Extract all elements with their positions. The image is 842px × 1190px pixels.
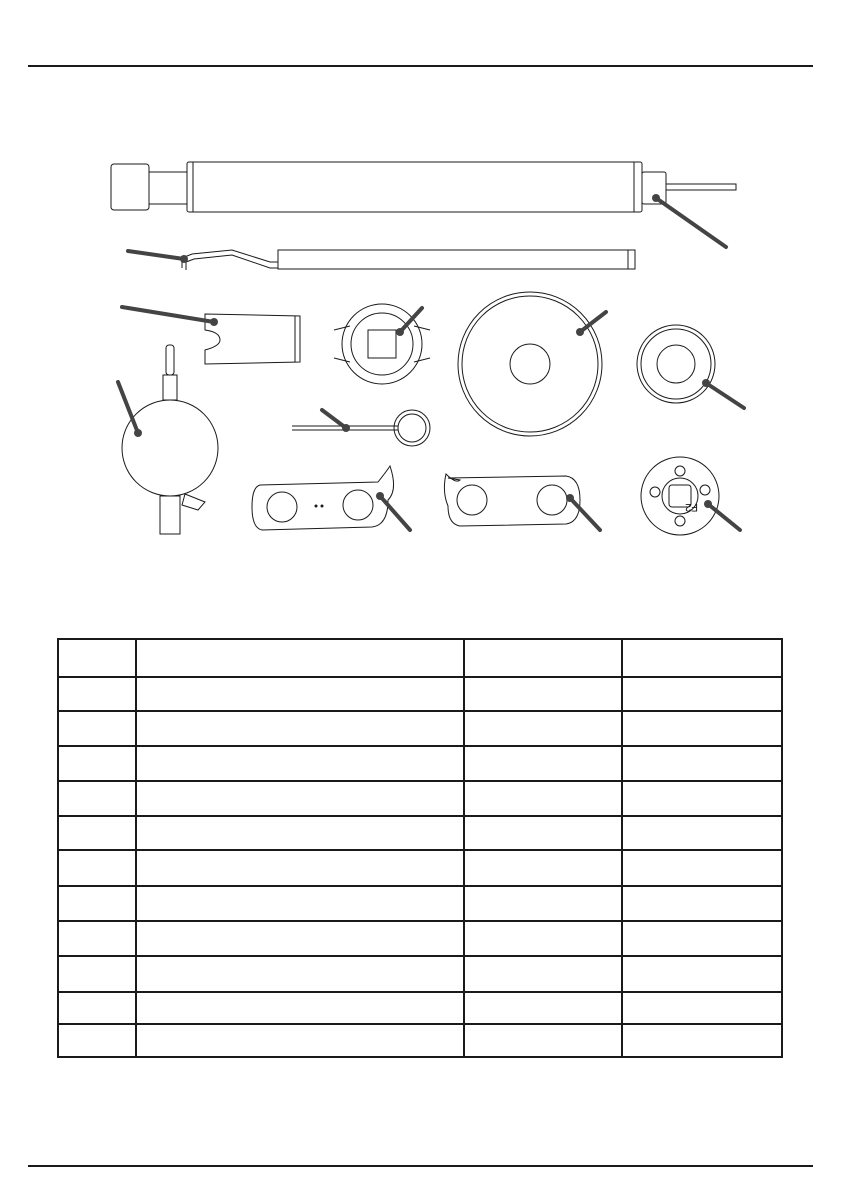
table-cell: [58, 816, 136, 850]
table-row: [58, 711, 782, 746]
table-cell: [622, 921, 782, 956]
table-cell: [136, 711, 464, 746]
table-row: [58, 850, 782, 886]
table-cell: [622, 639, 782, 677]
table-cell: [136, 850, 464, 886]
table-cell: [58, 992, 136, 1024]
footer-rule: [28, 1165, 813, 1167]
table-cell: [58, 781, 136, 816]
table-cell: [464, 746, 622, 781]
table-row: [58, 992, 782, 1024]
table-cell: [622, 746, 782, 781]
table-cell: [58, 711, 136, 746]
table-row: [58, 816, 782, 850]
table-cell: [622, 1024, 782, 1057]
small-ring: [637, 325, 715, 403]
table-cell: [464, 781, 622, 816]
table-cell: [136, 921, 464, 956]
table-cell: [464, 1024, 622, 1057]
table-cell: [136, 992, 464, 1024]
table-cell: [464, 639, 622, 677]
table-cell: [464, 886, 622, 921]
table-cell: [464, 921, 622, 956]
table-cell: [136, 677, 464, 711]
table-cell: [58, 746, 136, 781]
table-cell: [464, 992, 622, 1024]
table-cell: [622, 781, 782, 816]
table-cell: [136, 816, 464, 850]
table-cell: [58, 1024, 136, 1057]
slotted-plate-tool: [205, 314, 300, 364]
table-row: [58, 1024, 782, 1057]
table-cell: [464, 677, 622, 711]
flange-marking: F2: [685, 501, 698, 513]
table-cell: [464, 850, 622, 886]
ring-pin: [292, 410, 430, 446]
table-cell: [58, 921, 136, 956]
table-cell: [464, 956, 622, 992]
table-cell: [136, 639, 464, 677]
two-hole-plate-b: [444, 474, 580, 526]
table-cell: [58, 677, 136, 711]
table-cell: [464, 711, 622, 746]
large-disc: [458, 292, 602, 436]
table-cell: [622, 992, 782, 1024]
table-cell: [58, 639, 136, 677]
leader-dots: [134, 194, 712, 508]
parts-table: [57, 638, 783, 1058]
table-row: [58, 746, 782, 781]
table-row: [58, 956, 782, 992]
table-cell: [136, 956, 464, 992]
table-cell: [622, 886, 782, 921]
two-hole-plate-a: [252, 466, 394, 530]
table-cell: [58, 850, 136, 886]
table-row: [58, 886, 782, 921]
table-cell: [136, 781, 464, 816]
table-cell: [136, 1024, 464, 1057]
four-hole-flange: [641, 457, 719, 535]
table-cell: [58, 886, 136, 921]
table-cell: [136, 886, 464, 921]
table-row: [58, 781, 782, 816]
table-cell: [622, 677, 782, 711]
table-cell: [622, 850, 782, 886]
table-cell: [622, 711, 782, 746]
table-row: [58, 921, 782, 956]
t-handle-pin: [122, 345, 218, 534]
long-bar-tool: [111, 162, 736, 212]
table-row: [58, 639, 782, 677]
table-row: [58, 677, 782, 711]
table-cell: [622, 816, 782, 850]
table-cell: [464, 816, 622, 850]
hooked-rod-tool: [182, 250, 635, 270]
table-cell: [58, 956, 136, 992]
table-cell: [622, 956, 782, 992]
table-cell: [136, 746, 464, 781]
